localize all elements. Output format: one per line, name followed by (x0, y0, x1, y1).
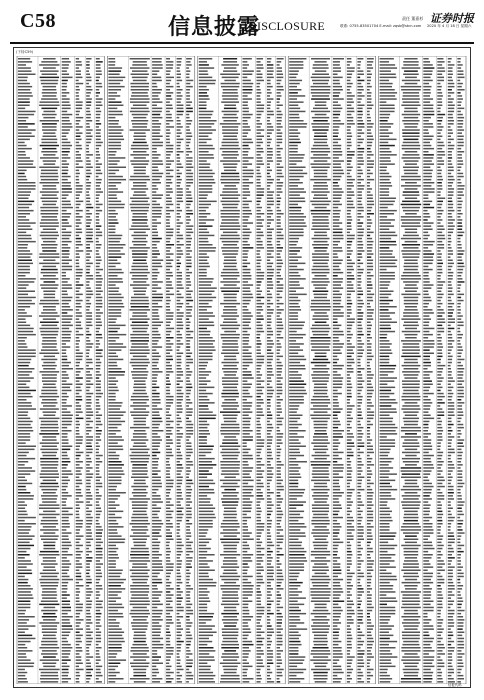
page-header (10, 10, 474, 42)
disclosure-table-grid (16, 56, 468, 684)
issue-date: 2020 年 4 月 18 日 星期六 (427, 24, 472, 28)
editor-line: 责任 董嘉杉 (402, 16, 424, 21)
table-column (107, 56, 194, 684)
header-rule (10, 42, 474, 44)
table-column (379, 56, 466, 684)
continuation-tag: (下转C59) (16, 50, 34, 54)
section-title: 信息披露 (168, 14, 261, 40)
footer-note: 信披代码 (448, 683, 462, 687)
contact-line: 联系: 0755-83501704 E-mail: zqsb@stcn.com (340, 24, 422, 28)
page-number: C58 (20, 10, 56, 32)
table-column (17, 56, 104, 684)
table-column (198, 56, 285, 684)
section-title-english: DISCLOSURE (248, 19, 326, 33)
newspaper-logo: 证券时报 (430, 12, 474, 25)
table-column (288, 56, 375, 684)
